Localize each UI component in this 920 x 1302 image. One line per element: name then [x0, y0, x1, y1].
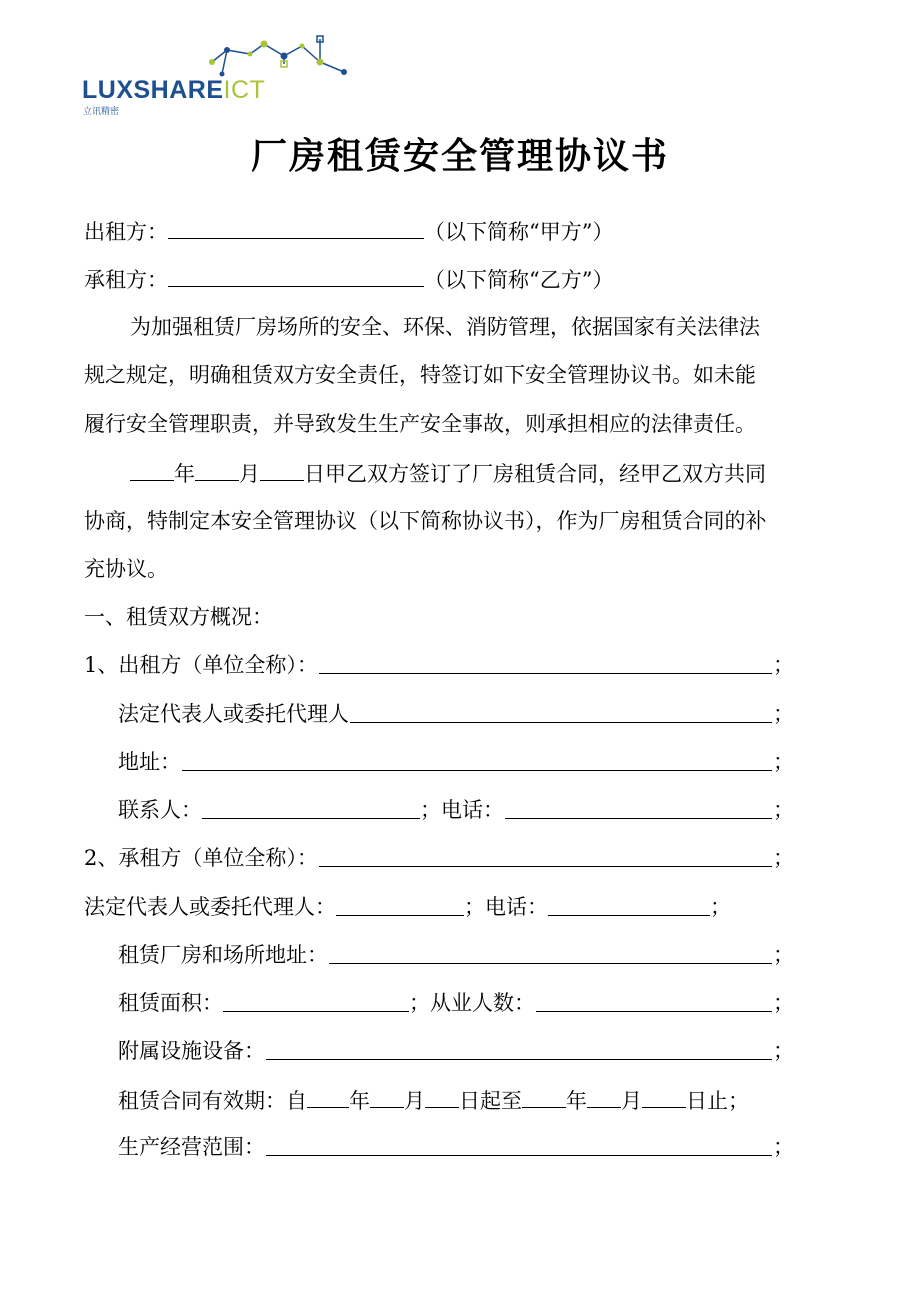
lessor-phone-blank[interactable] — [505, 796, 772, 819]
lessee-phone-label: 电话： — [485, 895, 548, 919]
lessee-staff-blank[interactable] — [536, 989, 772, 1012]
semicolon: ； — [773, 750, 794, 774]
contract-year-blank[interactable] — [130, 458, 174, 481]
semicolon: ； — [773, 1039, 794, 1063]
semicolon: ； — [409, 991, 430, 1015]
para2-year: 年 — [174, 462, 195, 486]
lessee-facilities-blank[interactable] — [266, 1037, 772, 1060]
lessor-line — [84, 216, 613, 244]
semicolon: ； — [773, 702, 794, 726]
lessor-blank[interactable] — [168, 216, 424, 239]
para2-line1 — [130, 458, 766, 486]
lease-period-row — [118, 1085, 749, 1113]
semicolon: ； — [773, 991, 794, 1015]
lessee-site-label: 租赁厂房和场所地址： — [118, 943, 328, 967]
lessor-name-blank[interactable] — [319, 651, 772, 674]
start-month-blank[interactable] — [370, 1085, 404, 1108]
period-from-label: 租赁合同有效期：自 — [118, 1089, 307, 1113]
period-year: 年 — [566, 1089, 587, 1113]
lessee-line — [84, 264, 613, 292]
lessee-area-row — [118, 989, 794, 1017]
period-end-label: 日止； — [686, 1089, 749, 1113]
lessor-address-row — [118, 748, 794, 776]
lessee-name-row — [84, 844, 794, 872]
lessor-name-row — [84, 651, 794, 679]
lessee-facilities-row — [118, 1037, 794, 1065]
start-year-blank[interactable] — [307, 1085, 349, 1108]
semicolon: ； — [773, 653, 794, 677]
logo-wordmark — [82, 76, 265, 105]
end-month-blank[interactable] — [587, 1085, 621, 1108]
para1-line3: 履行安全管理职责，并导致发生生产安全事故，则承担相应的法律责任。 — [84, 412, 756, 436]
lessor-rep-row — [118, 700, 794, 728]
period-start-label: 日起至 — [459, 1089, 522, 1113]
end-year-blank[interactable] — [522, 1085, 566, 1108]
period-year: 年 — [349, 1089, 370, 1113]
semicolon: ； — [464, 895, 485, 919]
lessee-rep-row — [84, 893, 731, 921]
lessor-name-label: 1、出租方（单位全称）： — [84, 653, 318, 677]
period-month: 月 — [621, 1089, 642, 1113]
lessee-label: 承租方： — [84, 268, 168, 292]
semicolon: ； — [773, 1135, 794, 1159]
para2-month: 月 — [239, 462, 260, 486]
lessee-rep-blank[interactable] — [336, 893, 464, 916]
lessee-scope-row — [118, 1133, 794, 1161]
semicolon: ； — [710, 895, 731, 919]
lessor-note: （以下简称“甲方”） — [424, 220, 614, 244]
end-day-blank[interactable] — [642, 1085, 686, 1108]
lessor-contact-row — [118, 796, 794, 824]
para2-day-rest: 日甲乙双方签订了厂房租赁合同，经甲乙双方共同 — [304, 462, 766, 486]
lessor-address-label: 地址： — [118, 750, 181, 774]
document-title: 厂房租赁安全管理协议书 — [250, 135, 669, 177]
semicolon: ； — [773, 943, 794, 967]
period-month: 月 — [404, 1089, 425, 1113]
lessee-staff-label: 从业人数： — [430, 991, 535, 1015]
lessee-site-row — [118, 941, 794, 969]
lessor-phone-label: 电话： — [441, 798, 504, 822]
logo-brand: LUXSHARE — [82, 76, 224, 104]
lessee-site-blank[interactable] — [329, 941, 772, 964]
lessee-scope-label: 生产经营范围： — [118, 1135, 265, 1159]
logo-brand-suffix: ICT — [223, 76, 266, 104]
lessee-facilities-label: 附属设施设备： — [118, 1039, 265, 1063]
logo-subtitle: 立讯精密 — [83, 107, 120, 117]
lessor-contact-label: 联系人： — [118, 798, 202, 822]
semicolon: ； — [773, 846, 794, 870]
lessee-area-blank[interactable] — [223, 989, 409, 1012]
contract-month-blank[interactable] — [195, 458, 239, 481]
semicolon: ； — [420, 798, 441, 822]
lessee-note: （以下简称“乙方”） — [424, 268, 614, 292]
company-logo — [82, 34, 362, 117]
section1-heading: 一、租赁双方概况： — [84, 605, 273, 629]
lessee-scope-blank[interactable] — [266, 1133, 772, 1156]
start-day-blank[interactable] — [425, 1085, 459, 1108]
lessor-rep-blank[interactable] — [350, 700, 772, 723]
para2-line3: 充协议。 — [84, 557, 168, 581]
semicolon: ； — [773, 798, 794, 822]
para1-line1: 为加强租赁厂房场所的安全、环保、消防管理，依据国家有关法律法 — [130, 315, 760, 339]
lessee-name-blank[interactable] — [319, 844, 772, 867]
para1-line2: 规之规定，明确租赁双方安全责任，特签订如下安全管理协议书。如未能 — [84, 363, 756, 387]
lessor-address-blank[interactable] — [182, 748, 772, 771]
lessee-phone-blank[interactable] — [548, 893, 710, 916]
lessee-name-label: 2、承租方（单位全称）： — [84, 846, 318, 870]
para2-line2: 协商，特制定本安全管理协议（以下简称协议书），作为厂房租赁合同的补 — [84, 509, 767, 533]
lessor-contact-blank[interactable] — [202, 796, 420, 819]
lessee-blank[interactable] — [168, 264, 424, 287]
lessor-rep-label: 法定代表人或委托代理人 — [118, 702, 349, 726]
lessee-area-label: 租赁面积： — [118, 991, 223, 1015]
contract-day-blank[interactable] — [260, 458, 304, 481]
lessor-label: 出租方： — [84, 220, 168, 244]
lessee-rep-label: 法定代表人或委托代理人： — [84, 895, 336, 919]
